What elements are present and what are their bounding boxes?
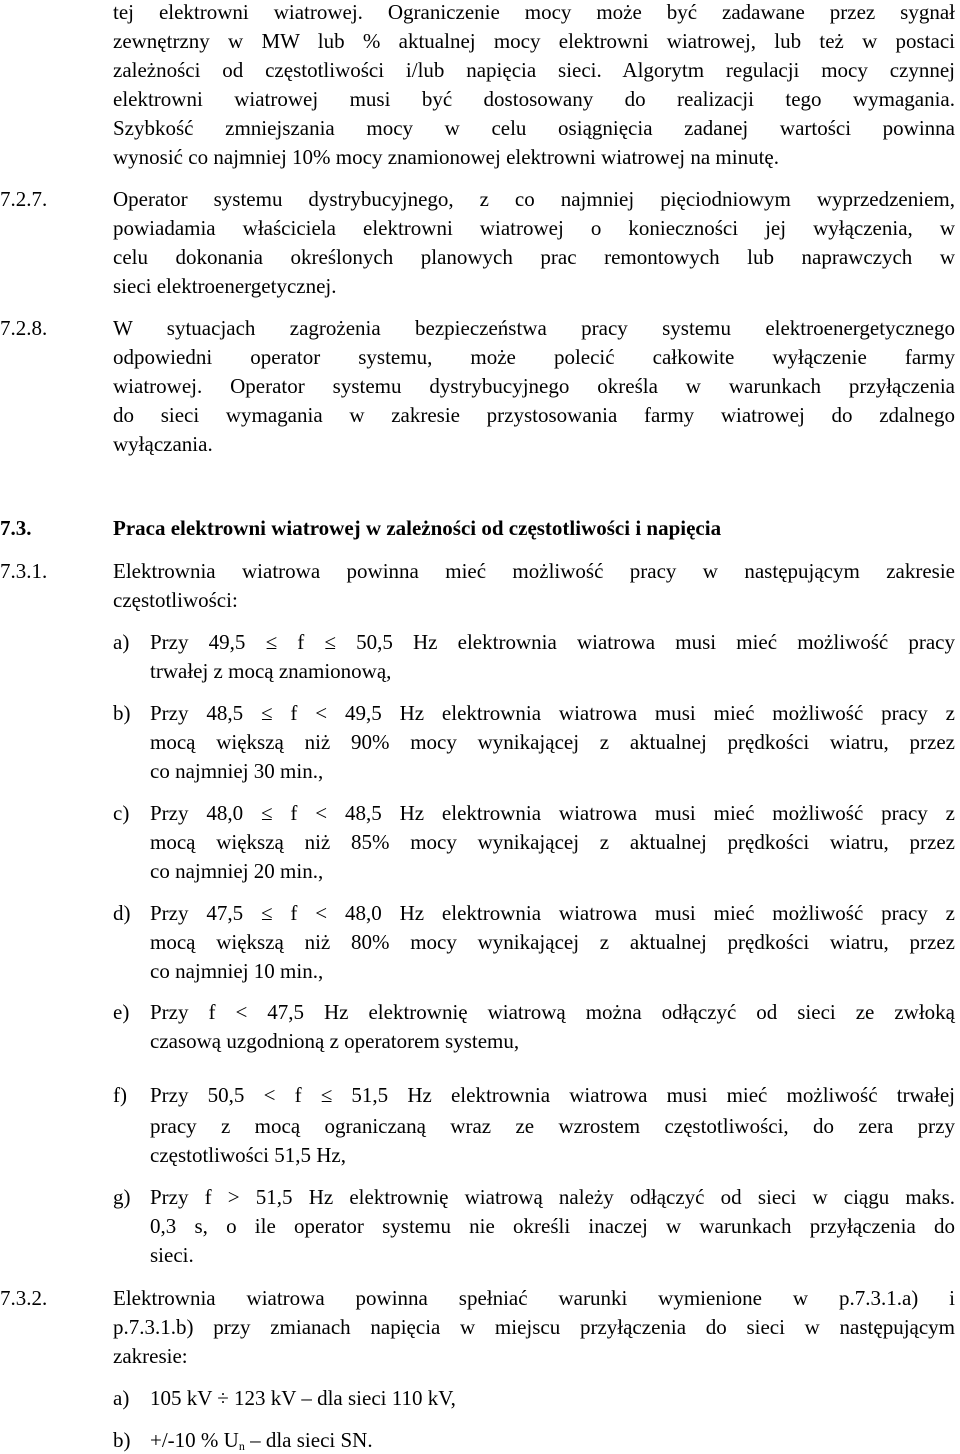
paragraph-line: tej elektrowni wiatrowej. Ograniczenie mocy może być zadawane przez sygnał <box>113 0 955 24</box>
paragraph-line: wynosić co najmniej 10% mocy znamionowej elektrowni wiatrowej na minutę. <box>113 145 779 169</box>
list-item-line: Przy 50,5 < f ≤ 51,5 Hz elektrownia wiatrowa musi mieć możliwość trwałej <box>150 1083 955 1107</box>
list-item-label: e) <box>113 1000 130 1024</box>
paragraph-line: powiadamia właściciela elektrowni wiatrowej o konieczności jej wyłączenia, w <box>113 216 955 240</box>
list-item-label: c) <box>113 801 130 825</box>
paragraph-line: zewnętrzny w MW lub % aktualnej mocy elektrowni wiatrowej, lub też w postaci <box>113 29 955 53</box>
list-item-line: pracy z mocą ograniczaną wraz ze wzrostem częstotliwości, do zera przy <box>150 1114 955 1138</box>
list-item-label: f) <box>113 1083 127 1107</box>
list-item-line: czasową uzgodnioną z operatorem systemu, <box>150 1029 520 1053</box>
paragraph-line: odpowiedni operator systemu, może polecić całkowite wyłączenie farmy <box>113 345 955 369</box>
paragraph-line: W sytuacjach zagrożenia bezpieczeństwa pracy systemu elektroenergetycznego <box>113 316 955 340</box>
list-item-label: b) <box>113 701 131 725</box>
list-item-line: trwałej z mocą znamionową, <box>150 659 392 683</box>
paragraph-line: zależności od częstotliwości i/lub napięcia sieci. Algorytm regulacji mocy czynnej <box>113 58 955 82</box>
list-item-label: a) <box>113 630 130 654</box>
list-item-line: Przy f > 51,5 Hz elektrownię wiatrową należy odłączyć od sieci w ciągu maks. <box>150 1185 955 1209</box>
section-title: Praca elektrowni wiatrowej w zależności od częstotliwości i napięcia <box>113 516 722 540</box>
list-item-line: Przy f < 47,5 Hz elektrownię wiatrową można odłączyć od sieci ze zwłoką <box>150 1000 955 1024</box>
voltage-tolerance: +/-10 % U <box>150 1428 239 1452</box>
list-item-line: mocą większą niż 85% mocy wynikającej z aktualnej prędkości wiatru, przez <box>150 830 955 854</box>
paragraph-line: Operator systemu dystrybucyjnego, z co najmniej pięciodniowym wyprzedzeniem, <box>113 187 955 211</box>
section-number: 7.2.7. <box>0 187 48 211</box>
list-item-line <box>150 1428 373 1452</box>
section-number: 7.3.2. <box>0 1286 48 1310</box>
list-item-label: a) <box>113 1386 130 1410</box>
list-item-line: Przy 48,0 ≤ f < 48,5 Hz elektrownia wiatrowa musi mieć możliwość pracy z <box>150 801 955 825</box>
section-number: 7.3.1. <box>0 559 48 583</box>
paragraph-line: Szybkość zmniejszania mocy w celu osiągnięcia zadanej wartości powinna <box>113 116 955 140</box>
list-item-line: Przy 48,5 ≤ f < 49,5 Hz elektrownia wiatrowa musi mieć możliwość pracy z <box>150 701 955 725</box>
list-item-line: 0,3 s, o ile operator systemu nie określi inaczej w warunkach przyłączenia do <box>150 1214 955 1238</box>
paragraph-line: wiatrowej. Operator systemu dystrybucyjnego określa w warunkach przyłączenia <box>113 374 955 398</box>
list-item-label: b) <box>113 1428 131 1452</box>
list-item-line: Przy 49,5 ≤ f ≤ 50,5 Hz elektrownia wiatrowa musi mieć możliwość pracy <box>150 630 955 654</box>
paragraph-line: sieci elektroenergetycznej. <box>113 274 337 298</box>
list-item-label: g) <box>113 1185 131 1209</box>
paragraph-line: zakresie: <box>113 1344 188 1368</box>
paragraph-line: Elektrownia wiatrowa powinna spełniać warunki wymienione w p.7.3.1.a) i <box>113 1286 955 1310</box>
section-number: 7.2.8. <box>0 316 48 340</box>
paragraph-line: częstotliwości: <box>113 588 238 612</box>
paragraph-line: celu dokonania określonych planowych prac remontowych lub naprawczych w <box>113 245 955 269</box>
voltage-subscript: n <box>238 1439 245 1453</box>
paragraph-line: p.7.3.1.b) przy zmianach napięcia w miejscu przyłączenia do sieci w następującym <box>113 1315 955 1339</box>
paragraph-line: wyłączania. <box>113 432 213 456</box>
voltage-scope: – dla sieci SN. <box>244 1428 373 1452</box>
paragraph-line: do sieci wymagania w zakresie przystosowania farmy wiatrowej do zdalnego <box>113 403 955 427</box>
list-item-line: Przy 47,5 ≤ f < 48,0 Hz elektrownia wiatrowa musi mieć możliwość pracy z <box>150 901 955 925</box>
list-item-label: d) <box>113 901 131 925</box>
paragraph-line: Elektrownia wiatrowa powinna mieć możliwość pracy w następującym zakresie <box>113 559 955 583</box>
list-item-line: częstotliwości 51,5 Hz, <box>150 1143 346 1167</box>
list-item-line: sieci. <box>150 1243 194 1267</box>
list-item-line: mocą większą niż 90% mocy wynikającej z aktualnej prędkości wiatru, przez <box>150 730 955 754</box>
list-item-line: mocą większą niż 80% mocy wynikającej z aktualnej prędkości wiatru, przez <box>150 930 955 954</box>
list-item-line: co najmniej 10 min., <box>150 959 324 983</box>
list-item-line: co najmniej 30 min., <box>150 759 324 783</box>
section-number: 7.3. <box>0 516 32 540</box>
list-item-line: co najmniej 20 min., <box>150 859 324 883</box>
list-item-line: 105 kV ÷ 123 kV – dla sieci 110 kV, <box>150 1386 456 1410</box>
paragraph-line: elektrowni wiatrowej musi być dostosowany do realizacji tego wymagania. <box>113 87 955 111</box>
